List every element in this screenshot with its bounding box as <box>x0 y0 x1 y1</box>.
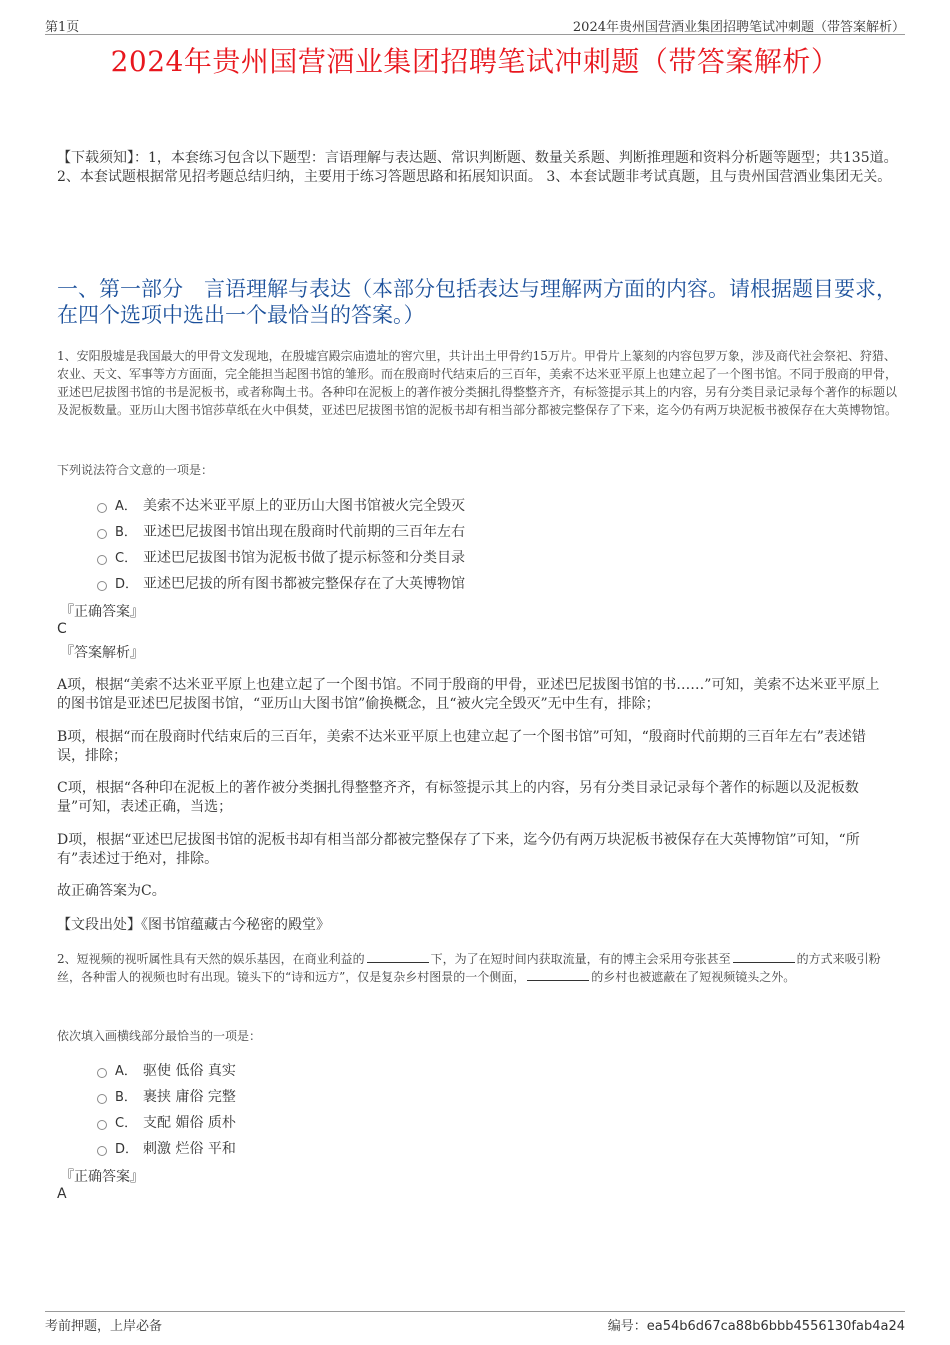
radio-icon[interactable] <box>97 1094 107 1104</box>
passage-source: 【文段出处】《图书馆蕴藏古今秘密的殿堂》 <box>57 917 330 933</box>
page-header <box>45 14 905 35</box>
radio-icon[interactable] <box>97 503 107 513</box>
document-title: 2024年贵州国营酒业集团招聘笔试冲刺题（带答案解析） <box>110 45 840 78</box>
analysis-b: B项，根据“而在殷商时代结束后的三百年，美索不达米亚平原上也建立起了一个图书馆”可知，“殷商时代前期的三百年左右”表述错误，排除； <box>57 729 866 764</box>
analysis-a: A项，根据“美索不达米亚平原上也建立起了一个图书馆。不同于殷商的甲骨，亚述巴尼拔图书馆的书……”可知，美索不达米亚平原上的图书馆是亚述巴尼拔图书馆，“亚历山大图书馆”偷换概念，且“被火完全毁灭”无中生有，排除； <box>57 677 880 712</box>
question-2-prompt: 依次填入画横线部分最恰当的一项是： <box>57 1029 262 1043</box>
option-b[interactable]: B． 亚述巴尼拔图书馆出现在殷商时代前期的三百年左右 <box>97 519 465 545</box>
question-1-text: 1、安阳殷墟是我国最大的甲骨文发现地，在殷墟宫殿宗庙遗址的窖穴里，共计出土甲骨约15万片。甲骨片上篆刻的内容包罗万象，涉及商代社会祭祀、狩猎、农业、天文、军事等方方面面，完全能担当起图书馆的雏形。而在殷商时代结束后的三百年，美索不达米亚平原上也建立起了一个图书馆。不同于殷商的甲骨，亚述巴尼拔图书馆的书是泥板书，或者称陶土书。各种印在泥板上的著作被分类捆扎得整整齐齐，有标签提示其上的内容，另有分类目录记录每个著作的标题以及泥板数量。亚历山大图书馆莎草纸在火中俱焚，亚述巴尼拔图书馆的泥板书却有相当部分都被完整保存了下来，迄今仍有两万块泥板书被保存在大英博物馆。 <box>57 349 898 417</box>
correct-answer: A <box>57 1186 67 1202</box>
option-d[interactable]: D． 亚述巴尼拔的所有图书都被完整保存在了大英博物馆 <box>97 571 465 597</box>
correct-answer: C <box>57 621 67 637</box>
document-code: 编号：ea54b6d67ca88b6bbb4556130fab4a24 <box>607 1319 905 1334</box>
section-heading: 一、第一部分 言语理解与表达（本部分包括表达与理解两方面的内容。请根据题目要求，在四个选项中选出一个最恰当的答案。） <box>57 277 897 327</box>
radio-icon[interactable] <box>97 1068 107 1078</box>
footer-slogan: 考前押题，上岸必备 <box>45 1319 163 1334</box>
blank-line <box>367 950 429 963</box>
option-a[interactable]: A． 美索不达米亚平原上的亚历山大图书馆被火完全毁灭 <box>97 493 465 519</box>
option-c[interactable]: C． 支配 媚俗 质朴 <box>97 1110 236 1136</box>
analysis-d: D项，根据“亚述巴尼拔图书馆的泥板书却有相当部分都被完整保存了下来，迄今仍有两万块泥板书被保存在大英博物馆”可知，“所有”表述过于绝对，排除。 <box>57 832 860 867</box>
page-number: 第1页 <box>45 20 80 35</box>
blank-line <box>527 968 589 981</box>
header-doc-title: 2024年贵州国营酒业集团招聘笔试冲刺题（带答案解析） <box>572 20 905 35</box>
radio-icon[interactable] <box>97 1120 107 1130</box>
question-2-options <box>97 1058 236 1162</box>
option-c[interactable]: C． 亚述巴尼拔图书馆为泥板书做了提示标签和分类目录 <box>97 545 465 571</box>
option-d[interactable]: D． 刺激 烂俗 平和 <box>97 1136 236 1162</box>
correct-answer-label: 『正确答案』 <box>60 1169 144 1185</box>
radio-icon[interactable] <box>97 555 107 565</box>
correct-answer-label: 『正确答案』 <box>60 604 144 620</box>
question-2-text: 2、短视频的视听属性具有天然的娱乐基因，在商业利益的 下，为了在短时间内获取流量，有的博主会采用夸张甚至 的方式来吸引粉丝，各种雷人的视频也时有出现。镜头下的“诗和远方”，仅是复杂乡村图景的一个侧面， 的乡村也被遮蔽在了短视频镜头之外。 <box>57 952 881 984</box>
blank-line <box>733 950 795 963</box>
question-1-prompt: 下列说法符合文意的一项是： <box>57 463 214 477</box>
page-footer <box>45 1311 905 1332</box>
analysis-label: 『答案解析』 <box>60 645 144 661</box>
radio-icon[interactable] <box>97 581 107 591</box>
radio-icon[interactable] <box>97 1146 107 1156</box>
analysis-c: C项，根据“各种印在泥板上的著作被分类捆扎得整整齐齐，有标签提示其上的内容，另有分类目录记录每个著作的标题以及泥板数量”可知，表述正确，当选； <box>57 780 859 815</box>
option-b[interactable]: B． 裹挟 庸俗 完整 <box>97 1084 236 1110</box>
radio-icon[interactable] <box>97 529 107 539</box>
analysis-conclusion: 故正确答案为C。 <box>57 883 166 899</box>
question-1-options <box>97 493 465 597</box>
option-a[interactable]: A． 驱使 低俗 真实 <box>97 1058 236 1084</box>
download-notice: 【下载须知】：1，本套练习包含以下题型：言语理解与表达题、常识判断题、数量关系题、判断推理题和资料分析题等题型；共135道。 2、本套试题根据常见招考题总结归纳，主要用于练习答题思路和拓展知识面。 3、本套试题非考试真题，且与贵州国营酒业集团无关。 <box>57 150 898 185</box>
